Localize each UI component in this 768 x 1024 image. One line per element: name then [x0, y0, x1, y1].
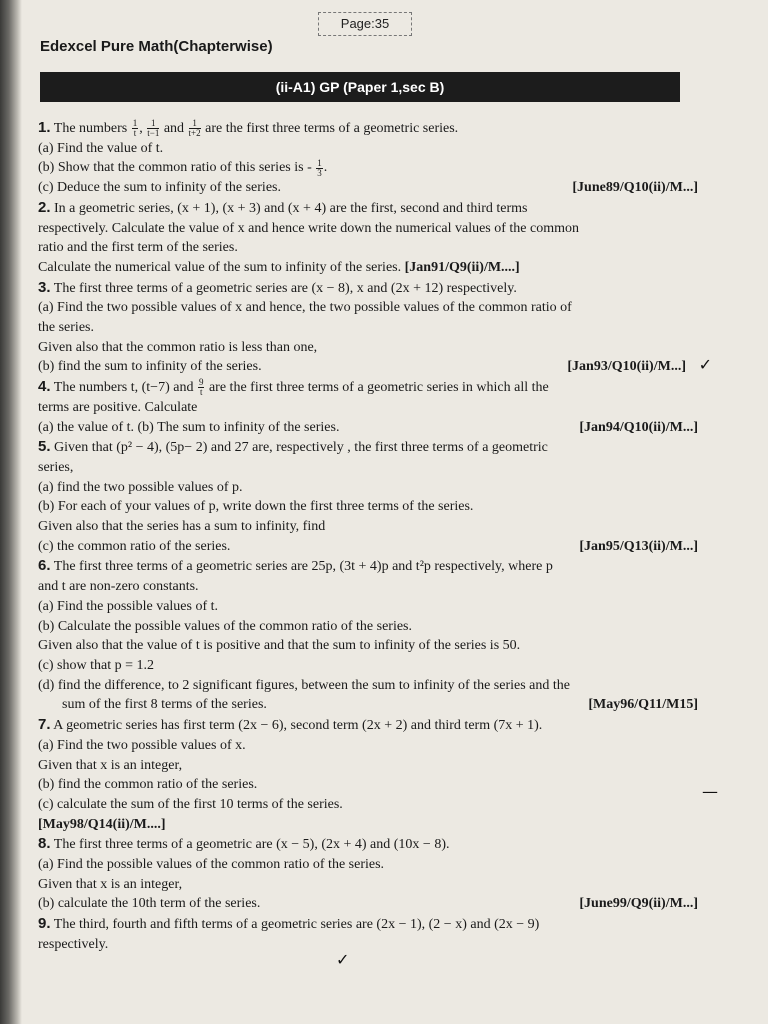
q8-part-a: (a) Find the possible values of the common ratio of the series.	[38, 857, 385, 873]
q1-part-b: (b) Show that the common ratio of this series is - $\frac{1}{3}$ .	[38, 157, 328, 178]
q1-text-a: The numbers	[53, 121, 128, 136]
q4-number: 4.	[38, 378, 51, 396]
question-list	[38, 118, 712, 955]
q1-reference: [June89/Q10(ii)/M...]	[572, 180, 698, 196]
q1-part-c: (c) Deduce the sum to infinity of the series. [June89/Q10(ii)/M...]	[38, 178, 698, 198]
q3-number: 3.	[38, 278, 51, 296]
q5-given: Given also that the series has a sum to infinity, find	[38, 519, 326, 535]
q6-part-c: (c) show that p = 1.2	[38, 657, 154, 673]
q6-given: Given also that the value of t is positive and that the sum to infinity of the series is 50.	[38, 638, 521, 654]
q5-reference: [Jan95/Q13(ii)/M...]	[579, 538, 698, 554]
q7-reference: [May98/Q14(ii)/M....]	[38, 816, 166, 832]
q5-line1: 5. Given that (p² − 4), (5p− 2) and 27 are, respectively , the first three terms of a geometric	[38, 438, 548, 456]
q5-part-b: (b) For each of your values of p, write down the first three terms of the series.	[38, 499, 474, 515]
q3-part-a-cont: the series.	[38, 320, 94, 336]
q7-part-a: (a) Find the two possible values of x.	[38, 737, 246, 753]
q4-line2: terms are positive. Calculate	[38, 399, 198, 415]
q2-number: 2.	[38, 198, 51, 216]
q3-part-b: (b) find the sum to infinity of the series. [Jan93/Q10(ii)/M...] ✓	[38, 357, 698, 377]
q1-part-a: (a) Find the value of t.	[38, 140, 164, 156]
q2-line4: Calculate the numerical value of the sum to infinity of the series. [Jan91/Q9(ii)/M....]	[38, 259, 520, 275]
q7-part-b: (b) find the common ratio of the series.	[38, 777, 258, 793]
q7-part-c: (c) calculate the sum of the first 10 terms of the series.	[38, 796, 343, 812]
pen-mark-icon: —	[702, 782, 718, 801]
q4-reference: [Jan94/Q10(ii)/M...]	[579, 419, 698, 435]
q3-given: Given also that the common ratio is less than one,	[38, 339, 318, 355]
q2-line1: 2. In a geometric series, (x + 1), (x + 3) and (x + 4) are the first, second and third terms	[38, 198, 528, 216]
q1-number: 1.	[38, 119, 51, 136]
q3-part-a: (a) Find the two possible values of x and hence, the two possible values of the common ratio of	[38, 300, 572, 316]
q3-line1: 3. The first three terms of a geometric series are (x − 8), x and (2x + 12) respectively.	[38, 278, 517, 296]
q5-number: 5.	[38, 438, 51, 456]
page-number-stamp: Page:35	[318, 12, 412, 36]
q4-line1: 4. The numbers t, (t−7) and $\frac{9}{t}$ are the first three terms of a geometric series in which all the	[38, 377, 549, 398]
q1-ratio-fraction: $\frac{1}{3}$	[317, 157, 322, 178]
q5-line2: series,	[38, 459, 74, 475]
q2-reference: [Jan91/Q9(ii)/M....]	[404, 259, 520, 275]
q7-number: 7.	[38, 716, 51, 734]
q8-number: 8.	[38, 835, 51, 853]
pen-mark-icon: ✓	[336, 950, 350, 969]
q9-number: 9.	[38, 915, 51, 933]
q1-line1: 1. The numbers $\frac{1}{t}$ , $\frac{1}{t-1}$ and $\frac{1}{t+2}$ are the first three terms of a geometric series.	[38, 118, 459, 139]
section-banner: (ii-A1) GP (Paper 1,sec B)	[40, 72, 680, 102]
q6-reference: [May96/Q11/M15]	[588, 697, 698, 713]
q7-line1: 7. A geometric series has first term (2x − 6), second term (2x + 2) and third term (7x + 1).	[38, 716, 543, 734]
q2-line3: ratio and the first term of the series.	[38, 240, 238, 256]
q4-parts: (a) the value of t. (b) The sum to infinity of the series. [Jan94/Q10(ii)/M...]	[38, 418, 698, 438]
check-mark-icon: ✓	[698, 355, 712, 375]
q9-line1: 9. The third, fourth and fifth terms of a geometric series are (2x − 1), (2 − x) and (2x − 9)	[38, 915, 540, 933]
q3-reference: [Jan93/Q10(ii)/M...]	[567, 359, 686, 375]
q1-fraction-2: $\frac{1}{t-1}$	[147, 118, 160, 139]
q6-line1: 6. The first three terms of a geometric series are 25p, (3t + 4)p and t²p respectively, where p	[38, 557, 553, 575]
q2-line2: respectively. Calculate the value of x and hence write down the numerical values of the common	[38, 220, 580, 236]
q8-reference: [June99/Q9(ii)/M...]	[579, 896, 698, 912]
q8-line1: 8. The first three terms of a geometric are (x − 5), (2x + 4) and (10x − 8).	[38, 835, 450, 853]
q6-number: 6.	[38, 557, 51, 575]
q1-fraction-3: $\frac{1}{t+2}$	[188, 118, 201, 139]
q5-part-a: (a) find the two possible values of p.	[38, 479, 243, 495]
q1-fraction-1: $\frac{1}{t}$	[132, 118, 138, 139]
book-header: Edexcel Pure Math(Chapterwise)	[40, 38, 273, 55]
q4-fraction: $\frac{9}{t}$	[198, 377, 204, 398]
q1-text-b: are the first three terms of a geometric series.	[205, 121, 459, 136]
q9-line2: respectively.	[38, 936, 109, 952]
q6-part-a: (a) Find the possible values of t.	[38, 598, 219, 614]
q8-given: Given that x is an integer,	[38, 876, 183, 892]
q8-part-b: (b) calculate the 10th term of the series. [June99/Q9(ii)/M...]	[38, 894, 698, 914]
book-spine-shadow	[0, 0, 22, 1024]
q6-part-d: (d) find the difference, to 2 significant figures, between the sum to infinity of the series and the	[38, 677, 570, 693]
q6-part-d-cont: sum of the first 8 terms of the series. [May96/Q11/M15]	[38, 695, 698, 715]
q5-part-c: (c) the common ratio of the series. [Jan95/Q13(ii)/M...]	[38, 537, 698, 557]
q6-line2: and t are non-zero constants.	[38, 579, 199, 595]
q6-part-b: (b) Calculate the possible values of the common ratio of the series.	[38, 618, 413, 634]
q7-given: Given that x is an integer,	[38, 757, 183, 773]
